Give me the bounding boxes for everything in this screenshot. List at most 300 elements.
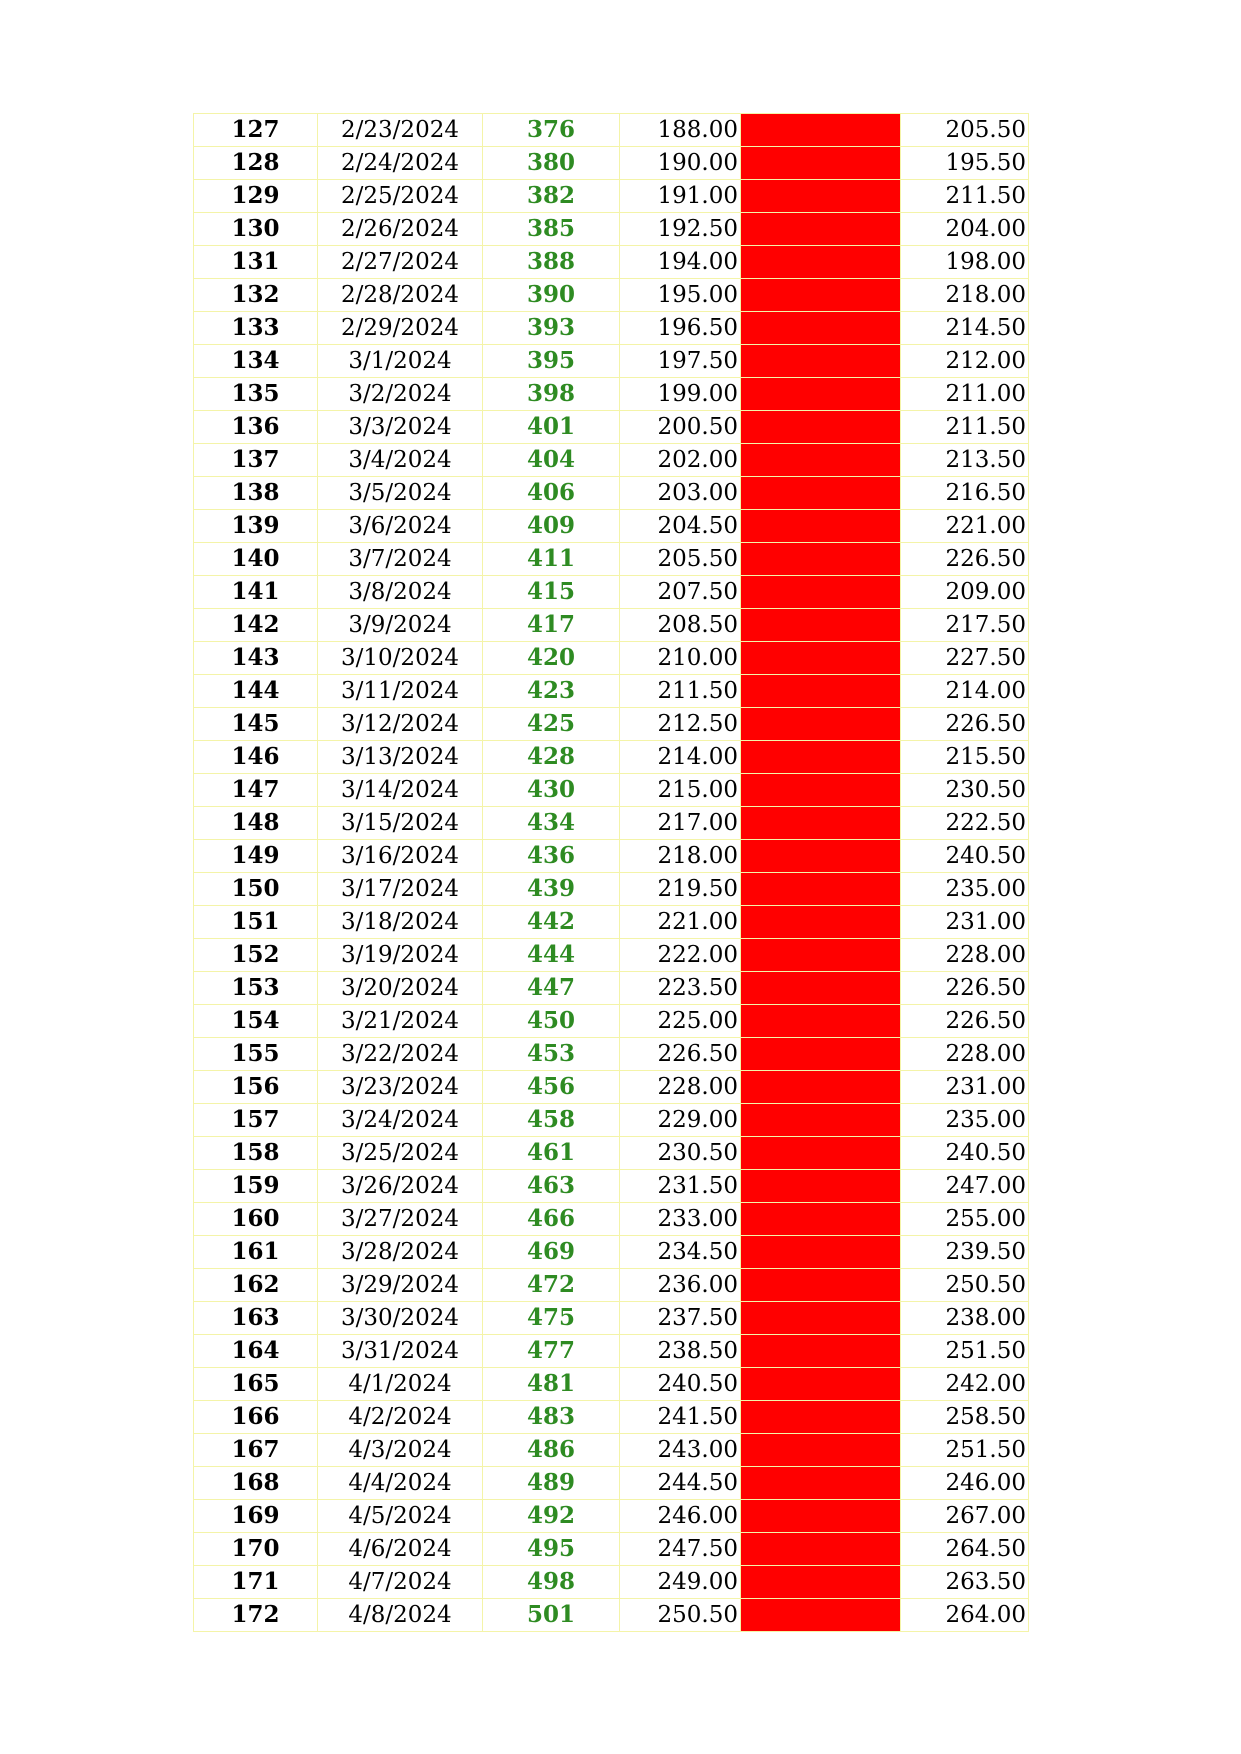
table-row [194,1434,1029,1467]
value-cell[interactable]: 250.50 [620,1599,741,1632]
result-cell[interactable]: 205.50 [901,114,1029,147]
row-index-cell[interactable]: 168 [194,1467,318,1500]
result-cell[interactable]: 221.00 [901,510,1029,543]
result-cell[interactable]: 214.00 [901,675,1029,708]
value-cell[interactable]: 204.50 [620,510,741,543]
date-cell[interactable]: 3/23/2024 [318,1071,483,1104]
value-cell[interactable]: 236.00 [620,1269,741,1302]
red-marker-cell[interactable] [741,543,901,576]
row-index-cell[interactable]: 146 [194,741,318,774]
value-cell[interactable]: 214.00 [620,741,741,774]
count-cell[interactable]: 409 [483,510,620,543]
row-index-cell[interactable]: 164 [194,1335,318,1368]
row-index-cell[interactable]: 143 [194,642,318,675]
date-cell[interactable]: 2/27/2024 [318,246,483,279]
date-cell[interactable]: 3/17/2024 [318,873,483,906]
result-cell[interactable]: 251.50 [901,1434,1029,1467]
table-row [194,1566,1029,1599]
result-cell[interactable]: 247.00 [901,1170,1029,1203]
value-cell[interactable]: 223.50 [620,972,741,1005]
date-cell[interactable]: 2/28/2024 [318,279,483,312]
red-marker-cell[interactable] [741,609,901,642]
count-cell[interactable]: 404 [483,444,620,477]
count-cell[interactable]: 483 [483,1401,620,1434]
result-cell[interactable]: 235.00 [901,1104,1029,1137]
date-cell[interactable]: 3/19/2024 [318,939,483,972]
count-cell[interactable]: 461 [483,1137,620,1170]
result-cell[interactable]: 226.50 [901,972,1029,1005]
red-marker-cell[interactable] [741,642,901,675]
count-cell[interactable]: 466 [483,1203,620,1236]
count-cell[interactable]: 420 [483,642,620,675]
value-cell[interactable]: 247.50 [620,1533,741,1566]
result-cell[interactable]: 228.00 [901,939,1029,972]
row-index-cell[interactable]: 134 [194,345,318,378]
date-cell[interactable]: 3/12/2024 [318,708,483,741]
table-row [194,774,1029,807]
red-marker-cell[interactable] [741,1500,901,1533]
date-cell[interactable]: 3/16/2024 [318,840,483,873]
date-cell[interactable]: 4/4/2024 [318,1467,483,1500]
count-cell[interactable]: 398 [483,378,620,411]
value-cell[interactable]: 221.00 [620,906,741,939]
date-cell[interactable]: 3/6/2024 [318,510,483,543]
date-cell[interactable]: 3/3/2024 [318,411,483,444]
table-row [194,1302,1029,1335]
count-cell[interactable]: 436 [483,840,620,873]
value-cell[interactable]: 240.50 [620,1368,741,1401]
table-row [194,609,1029,642]
date-cell[interactable]: 3/4/2024 [318,444,483,477]
result-cell[interactable]: 258.50 [901,1401,1029,1434]
count-cell[interactable]: 442 [483,906,620,939]
value-cell[interactable]: 225.00 [620,1005,741,1038]
date-cell[interactable]: 3/11/2024 [318,675,483,708]
value-cell[interactable]: 191.00 [620,180,741,213]
value-cell[interactable]: 233.00 [620,1203,741,1236]
red-marker-cell[interactable] [741,774,901,807]
result-cell[interactable]: 235.00 [901,873,1029,906]
value-cell[interactable]: 188.00 [620,114,741,147]
value-cell[interactable]: 190.00 [620,147,741,180]
value-cell[interactable]: 219.50 [620,873,741,906]
count-cell[interactable]: 393 [483,312,620,345]
red-marker-cell[interactable] [741,939,901,972]
count-cell[interactable]: 423 [483,675,620,708]
row-index-cell[interactable]: 165 [194,1368,318,1401]
count-cell[interactable]: 382 [483,180,620,213]
date-cell[interactable]: 2/24/2024 [318,147,483,180]
row-index-cell[interactable]: 138 [194,477,318,510]
row-index-cell[interactable]: 131 [194,246,318,279]
date-cell[interactable]: 3/28/2024 [318,1236,483,1269]
red-marker-cell[interactable] [741,1401,901,1434]
red-marker-cell[interactable] [741,840,901,873]
row-index-cell[interactable]: 128 [194,147,318,180]
count-cell[interactable]: 411 [483,543,620,576]
red-marker-cell[interactable] [741,1335,901,1368]
result-cell[interactable]: 211.00 [901,378,1029,411]
count-cell[interactable]: 430 [483,774,620,807]
result-cell[interactable]: 242.00 [901,1368,1029,1401]
count-cell[interactable]: 376 [483,114,620,147]
red-marker-cell[interactable] [741,873,901,906]
red-marker-cell[interactable] [741,972,901,1005]
red-marker-cell[interactable] [741,411,901,444]
table-row [194,708,1029,741]
count-cell[interactable]: 415 [483,576,620,609]
table-row [194,1170,1029,1203]
value-cell[interactable]: 200.50 [620,411,741,444]
red-marker-cell[interactable] [741,1599,901,1632]
result-cell[interactable]: 214.50 [901,312,1029,345]
date-cell[interactable]: 4/6/2024 [318,1533,483,1566]
date-cell[interactable]: 3/10/2024 [318,642,483,675]
red-marker-cell[interactable] [741,279,901,312]
value-cell[interactable]: 215.00 [620,774,741,807]
row-index-cell[interactable]: 127 [194,114,318,147]
value-cell[interactable]: 237.50 [620,1302,741,1335]
row-index-cell[interactable]: 136 [194,411,318,444]
red-marker-cell[interactable] [741,807,901,840]
value-cell[interactable]: 217.00 [620,807,741,840]
value-cell[interactable]: 203.00 [620,477,741,510]
value-cell[interactable]: 207.50 [620,576,741,609]
red-marker-cell[interactable] [741,741,901,774]
value-cell[interactable]: 230.50 [620,1137,741,1170]
row-index-cell[interactable]: 153 [194,972,318,1005]
count-cell[interactable]: 385 [483,213,620,246]
date-cell[interactable]: 4/8/2024 [318,1599,483,1632]
value-cell[interactable]: 210.00 [620,642,741,675]
row-index-cell[interactable]: 169 [194,1500,318,1533]
row-index-cell[interactable]: 166 [194,1401,318,1434]
date-cell[interactable]: 3/2/2024 [318,378,483,411]
red-marker-cell[interactable] [741,906,901,939]
date-cell[interactable]: 4/7/2024 [318,1566,483,1599]
date-cell[interactable]: 2/29/2024 [318,312,483,345]
date-cell[interactable]: 3/29/2024 [318,1269,483,1302]
table-row [194,1104,1029,1137]
table-row [194,906,1029,939]
result-cell[interactable]: 195.50 [901,147,1029,180]
result-cell[interactable]: 264.00 [901,1599,1029,1632]
date-cell[interactable]: 3/27/2024 [318,1203,483,1236]
table-row [194,1368,1029,1401]
date-cell[interactable]: 3/13/2024 [318,741,483,774]
row-index-cell[interactable]: 157 [194,1104,318,1137]
result-cell[interactable]: 218.00 [901,279,1029,312]
value-cell[interactable]: 228.00 [620,1071,741,1104]
result-cell[interactable]: 250.50 [901,1269,1029,1302]
row-index-cell[interactable]: 150 [194,873,318,906]
table-row [194,741,1029,774]
date-cell[interactable]: 3/18/2024 [318,906,483,939]
result-cell[interactable]: 231.00 [901,1071,1029,1104]
row-index-cell[interactable]: 129 [194,180,318,213]
result-cell[interactable]: 209.00 [901,576,1029,609]
value-cell[interactable]: 218.00 [620,840,741,873]
date-cell[interactable]: 2/23/2024 [318,114,483,147]
date-cell[interactable]: 3/14/2024 [318,774,483,807]
value-cell[interactable]: 194.00 [620,246,741,279]
result-cell[interactable]: 240.50 [901,1137,1029,1170]
result-cell[interactable]: 217.50 [901,609,1029,642]
result-cell[interactable]: 215.50 [901,741,1029,774]
value-cell[interactable]: 192.50 [620,213,741,246]
date-cell[interactable]: 4/2/2024 [318,1401,483,1434]
count-cell[interactable]: 425 [483,708,620,741]
red-marker-cell[interactable] [741,1533,901,1566]
red-marker-cell[interactable] [741,1434,901,1467]
red-marker-cell[interactable] [741,1467,901,1500]
date-cell[interactable]: 3/21/2024 [318,1005,483,1038]
red-marker-cell[interactable] [741,1368,901,1401]
result-cell[interactable]: 255.00 [901,1203,1029,1236]
row-index-cell[interactable]: 163 [194,1302,318,1335]
table-row [194,675,1029,708]
result-cell[interactable]: 228.00 [901,1038,1029,1071]
count-cell[interactable]: 456 [483,1071,620,1104]
red-marker-cell[interactable] [741,1269,901,1302]
value-cell[interactable]: 241.50 [620,1401,741,1434]
value-cell[interactable]: 226.50 [620,1038,741,1071]
date-cell[interactable]: 3/15/2024 [318,807,483,840]
result-cell[interactable]: 226.50 [901,543,1029,576]
row-index-cell[interactable]: 132 [194,279,318,312]
result-cell[interactable]: 231.00 [901,906,1029,939]
count-cell[interactable]: 417 [483,609,620,642]
table-row [194,312,1029,345]
red-marker-cell[interactable] [741,147,901,180]
table-row [194,576,1029,609]
red-marker-cell[interactable] [741,510,901,543]
row-index-cell[interactable]: 142 [194,609,318,642]
row-index-cell[interactable]: 149 [194,840,318,873]
red-marker-cell[interactable] [741,1302,901,1335]
row-index-cell[interactable]: 172 [194,1599,318,1632]
row-index-cell[interactable]: 152 [194,939,318,972]
count-cell[interactable]: 447 [483,972,620,1005]
count-cell[interactable]: 486 [483,1434,620,1467]
red-marker-cell[interactable] [741,312,901,345]
value-cell[interactable]: 205.50 [620,543,741,576]
value-cell[interactable]: 238.50 [620,1335,741,1368]
count-cell[interactable]: 472 [483,1269,620,1302]
result-cell[interactable]: 222.50 [901,807,1029,840]
date-cell[interactable]: 4/5/2024 [318,1500,483,1533]
table-row [194,1335,1029,1368]
row-index-cell[interactable]: 130 [194,213,318,246]
red-marker-cell[interactable] [741,1170,901,1203]
row-index-cell[interactable]: 140 [194,543,318,576]
count-cell[interactable]: 501 [483,1599,620,1632]
red-marker-cell[interactable] [741,345,901,378]
red-marker-cell[interactable] [741,180,901,213]
red-marker-cell[interactable] [741,675,901,708]
count-cell[interactable]: 380 [483,147,620,180]
result-cell[interactable]: 239.50 [901,1236,1029,1269]
result-cell[interactable]: 212.00 [901,345,1029,378]
count-cell[interactable]: 395 [483,345,620,378]
count-cell[interactable]: 453 [483,1038,620,1071]
count-cell[interactable]: 388 [483,246,620,279]
value-cell[interactable]: 208.50 [620,609,741,642]
result-cell[interactable]: 240.50 [901,840,1029,873]
result-cell[interactable]: 216.50 [901,477,1029,510]
date-cell[interactable]: 3/8/2024 [318,576,483,609]
count-cell[interactable]: 492 [483,1500,620,1533]
row-index-cell[interactable]: 141 [194,576,318,609]
value-cell[interactable]: 249.00 [620,1566,741,1599]
value-cell[interactable]: 231.50 [620,1170,741,1203]
count-cell[interactable]: 475 [483,1302,620,1335]
count-cell[interactable]: 401 [483,411,620,444]
result-cell[interactable]: 238.00 [901,1302,1029,1335]
result-cell[interactable]: 251.50 [901,1335,1029,1368]
date-cell[interactable]: 3/24/2024 [318,1104,483,1137]
value-cell[interactable]: 212.50 [620,708,741,741]
red-marker-cell[interactable] [741,1005,901,1038]
result-cell[interactable]: 198.00 [901,246,1029,279]
count-cell[interactable]: 434 [483,807,620,840]
value-cell[interactable]: 244.50 [620,1467,741,1500]
count-cell[interactable]: 469 [483,1236,620,1269]
value-cell[interactable]: 211.50 [620,675,741,708]
date-cell[interactable]: 3/31/2024 [318,1335,483,1368]
result-cell[interactable]: 267.00 [901,1500,1029,1533]
red-marker-cell[interactable] [741,1137,901,1170]
row-index-cell[interactable]: 147 [194,774,318,807]
result-cell[interactable]: 263.50 [901,1566,1029,1599]
red-marker-cell[interactable] [741,1038,901,1071]
row-index-cell[interactable]: 137 [194,444,318,477]
date-cell[interactable]: 3/20/2024 [318,972,483,1005]
red-marker-cell[interactable] [741,213,901,246]
value-cell[interactable]: 196.50 [620,312,741,345]
row-index-cell[interactable]: 144 [194,675,318,708]
date-cell[interactable]: 2/25/2024 [318,180,483,213]
count-cell[interactable]: 498 [483,1566,620,1599]
row-index-cell[interactable]: 145 [194,708,318,741]
value-cell[interactable]: 222.00 [620,939,741,972]
count-cell[interactable]: 489 [483,1467,620,1500]
value-cell[interactable]: 229.00 [620,1104,741,1137]
result-cell[interactable]: 227.50 [901,642,1029,675]
red-marker-cell[interactable] [741,1566,901,1599]
count-cell[interactable]: 439 [483,873,620,906]
table-row [194,807,1029,840]
result-cell[interactable]: 246.00 [901,1467,1029,1500]
date-cell[interactable]: 3/1/2024 [318,345,483,378]
value-cell[interactable]: 195.00 [620,279,741,312]
value-cell[interactable]: 202.00 [620,444,741,477]
value-cell[interactable]: 243.00 [620,1434,741,1467]
date-cell[interactable]: 3/9/2024 [318,609,483,642]
date-cell[interactable]: 3/25/2024 [318,1137,483,1170]
table-row [194,543,1029,576]
table-row [194,1038,1029,1071]
red-marker-cell[interactable] [741,576,901,609]
row-index-cell[interactable]: 167 [194,1434,318,1467]
count-cell[interactable]: 477 [483,1335,620,1368]
result-cell[interactable]: 204.00 [901,213,1029,246]
row-index-cell[interactable]: 154 [194,1005,318,1038]
table-row [194,147,1029,180]
result-cell[interactable]: 226.50 [901,1005,1029,1038]
red-marker-cell[interactable] [741,1071,901,1104]
result-cell[interactable]: 264.50 [901,1533,1029,1566]
row-index-cell[interactable]: 135 [194,378,318,411]
count-cell[interactable]: 495 [483,1533,620,1566]
row-index-cell[interactable]: 158 [194,1137,318,1170]
date-cell[interactable]: 2/26/2024 [318,213,483,246]
row-index-cell[interactable]: 162 [194,1269,318,1302]
row-index-cell[interactable]: 133 [194,312,318,345]
count-cell[interactable]: 444 [483,939,620,972]
table-row [194,345,1029,378]
count-cell[interactable]: 390 [483,279,620,312]
table-row [194,180,1029,213]
row-index-cell[interactable]: 160 [194,1203,318,1236]
row-index-cell[interactable]: 155 [194,1038,318,1071]
value-cell[interactable]: 246.00 [620,1500,741,1533]
result-cell[interactable]: 226.50 [901,708,1029,741]
count-cell[interactable]: 406 [483,477,620,510]
row-index-cell[interactable]: 171 [194,1566,318,1599]
value-cell[interactable]: 199.00 [620,378,741,411]
date-cell[interactable]: 3/7/2024 [318,543,483,576]
row-index-cell[interactable]: 156 [194,1071,318,1104]
result-cell[interactable]: 211.50 [901,180,1029,213]
count-cell[interactable]: 450 [483,1005,620,1038]
row-index-cell[interactable]: 170 [194,1533,318,1566]
red-marker-cell[interactable] [741,444,901,477]
count-cell[interactable]: 481 [483,1368,620,1401]
date-cell[interactable]: 3/22/2024 [318,1038,483,1071]
count-cell[interactable]: 458 [483,1104,620,1137]
date-cell[interactable]: 3/5/2024 [318,477,483,510]
value-cell[interactable]: 197.50 [620,345,741,378]
result-cell[interactable]: 213.50 [901,444,1029,477]
table-row [194,411,1029,444]
value-cell[interactable]: 234.50 [620,1236,741,1269]
date-cell[interactable]: 4/1/2024 [318,1368,483,1401]
red-marker-cell[interactable] [741,1104,901,1137]
red-marker-cell[interactable] [741,246,901,279]
red-marker-cell[interactable] [741,114,901,147]
row-index-cell[interactable]: 139 [194,510,318,543]
date-cell[interactable]: 3/30/2024 [318,1302,483,1335]
row-index-cell[interactable]: 159 [194,1170,318,1203]
red-marker-cell[interactable] [741,378,901,411]
table-row [194,510,1029,543]
count-cell[interactable]: 428 [483,741,620,774]
red-marker-cell[interactable] [741,1236,901,1269]
result-cell[interactable]: 230.50 [901,774,1029,807]
date-cell[interactable]: 4/3/2024 [318,1434,483,1467]
result-cell[interactable]: 211.50 [901,411,1029,444]
row-index-cell[interactable]: 148 [194,807,318,840]
row-index-cell[interactable]: 161 [194,1236,318,1269]
count-cell[interactable]: 463 [483,1170,620,1203]
red-marker-cell[interactable] [741,1203,901,1236]
red-marker-cell[interactable] [741,477,901,510]
table-row [194,246,1029,279]
date-cell[interactable]: 3/26/2024 [318,1170,483,1203]
row-index-cell[interactable]: 151 [194,906,318,939]
red-marker-cell[interactable] [741,708,901,741]
